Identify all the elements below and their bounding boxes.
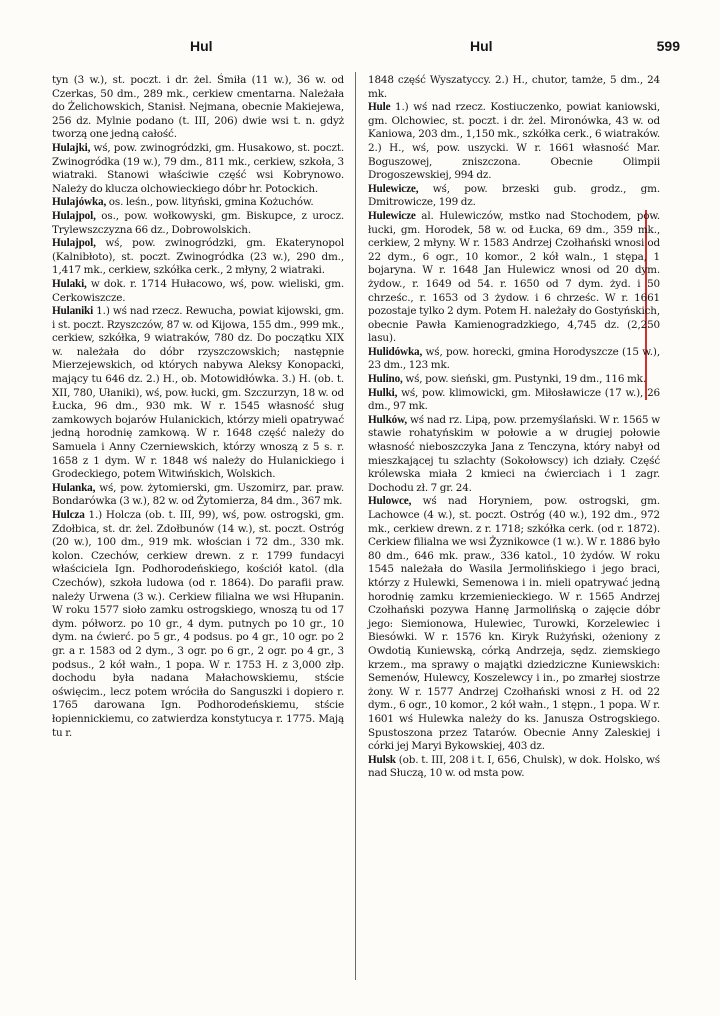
entry-headword: Hulewicze, — [368, 182, 419, 195]
entry — [368, 373, 660, 387]
entry-headword: Hulaniki — [52, 305, 94, 318]
header-left-keyword: Hul — [190, 38, 213, 54]
entry-text: wś nad rz. Lipą, pow. przemyślański. W r. 1565 w stawie rohatyńskim w połowie a w drugiej połowie własność nieboszczyka Jana z Tenczyna, który nabył od mieszkającej tu szlachty (Sokołowscy) ich działy. Część królewska miała 2 kmieci na ćwierciach i 1 zagr. Dochodu zł. 7 gr. 24. — [368, 413, 660, 494]
right-column — [368, 74, 660, 781]
entry-headword: Hulsk — [368, 753, 396, 766]
entry — [52, 196, 344, 210]
entry-text: 1.) wś nad rzecz. Kostiuczenko, powiat kaniowski, gm. Olchowiec, st. poczt. i dr. żel. Mironówka, 43 w. od Kaniowa, 203 dm., 1,150 mk., szkółka cerk., 6 wiatraków. 2.) H., wś, pow. uszycki. W r. 1661 własność Mar. Boguszowej, zniszczona. Obecnie Olimpii Drogoszewskiej, 994 dz. — [368, 101, 660, 182]
entry — [368, 754, 660, 781]
column-divider — [355, 72, 356, 980]
entry — [52, 210, 344, 237]
entry — [52, 482, 344, 509]
entry-text: al. Hulewiczów, mstko nad Stochodem, pow. łucki, gm. Horodek, 58 w. od Łucka, 69 dm., 359 mk., cerkiew, 2 młyny. W r. 1583 Andrzej Czołhański wnosi od 22 dym., 6 ogr., 10 komor., 2 kół waln., 1 stępa, 1 bojaryna. W r. 1648 Jan Hulewicz wnosi od 20 dym. żydow., r. 1649 od 54. r. 1650 od 7 dym. żyd. i 50 chrześc., r. 1653 od 3 żydow. i 6 chrześc. W r. 1661 pozostaje tylko 2 dym. Potem H. należały do Gostyńskich, obecnie Pawła Kamienogradzkiego, 4,745 dz. (2,250 lasu). — [368, 209, 660, 345]
entry-text: wś, pow. brzeski gub. grodz., gm. Dmitrowicze, 199 dz. — [368, 182, 660, 209]
entry — [368, 414, 660, 496]
entry — [368, 495, 660, 753]
entry-text: wś, pow. zwinogródzki, gm. Ekaterynopol (Kalnibłoto), st. poczt. Zwinogródka (23 w.), 290 dm., 1,417 mk., cerkiew, szkółka cerk., 2 młyny, 2 wiatraki. — [52, 237, 344, 277]
entry-headword: Hulajówka, — [52, 196, 107, 209]
entry-headword: Hulki, — [368, 386, 398, 399]
header-center-keyword: Hul — [470, 38, 493, 54]
entry — [368, 183, 660, 210]
entry — [52, 142, 344, 196]
entry-headword: Hule — [368, 101, 391, 114]
entry — [52, 237, 344, 278]
entry-text: wś, pow. klimowicki, gm. Miłosławicze (17 w.), 26 dm., 97 mk. — [368, 386, 660, 413]
entry-headword: Hulcza — [52, 509, 85, 521]
entry — [368, 101, 660, 183]
entry-headword: Hulidówka, — [368, 345, 423, 358]
entry — [52, 278, 344, 305]
entry-text: tyn (3 w.), st. poczt. i dr. żel. Śmiła (11 w.), 36 w. od Czerkas, 50 dm., 289 mk., cerkiew cmentarna. Należała do Żelichowskich, Stanisł. Nejmana, obecnie Makiejewa, 256 dz. Mylnie podano (t. III, 206) dwie wsi t. n. gdyż tworzą one jedną całość. — [52, 74, 344, 141]
entry-text: wś, pow. żytomierski, gm. Uszomirz, par. praw. Bondarówka (3 w.), 82 w. od Żytomierza, 84 dm., 367 mk. — [52, 481, 344, 508]
entry-headword: Hulajpol, — [52, 237, 96, 250]
entry-text: w dok. r. 1714 Hułacowo, wś, pow. wieliski, gm. Cerkowiszcze. — [52, 277, 344, 304]
entry — [368, 346, 660, 373]
entry — [368, 210, 660, 346]
entry-text: wś, pow. horecki, gmina Horodyszcze (15 w.), 23 dm., 123 mk. — [368, 345, 660, 372]
page-header — [40, 38, 680, 60]
entry-text: 1.) wś nad rzecz. Rewucha, powiat kijowski, gm. i st. poczt. Rzyszczów, 87 w. od Kijowa, 155 dm., 999 mk., cerkiew, szkółka, 9 wiatraków, 780 dz. Do początku XIX w. należała do dóbr rzyszczowskich; następnie Mierzejewskich, od których nabywa Aleksy Konopacki, mający tu 646 dz. 2.) H., ob. Motowidłówka. 3.) H. (ob. t. XII, 780, Ułaniki), wś, pow. łucki, gm. Szczurzyn, 18 w. od Łucka, 96 dm., 930 mk. W r. 1545 własność sług zamkowych bojarów Hulanickich, którzy mieli opatrywać jedną horodnię zamkową. W r. 1648 część należy do Samuela i Anny Czerniewskich, którzy wnoszą z 5 s. r. 1658 z 1 dym. W r. 1848 wś należy do Hulanickiego i Grodeckiego, potem Witwińskich, Wolskich. — [52, 305, 344, 481]
entry — [52, 305, 344, 482]
entry-text: wś nad Horyniem, pow. ostrogski, gm. Lachowce (4 w.), st. poczt. Ostróg (40 w.), 192 dm., 972 mk., cerkiew drewn. z r. 1718; szkółka cerk. (od r. 1872). Cerkiew filialna we wsi Żyznikowce (1 w.). W r. 1886 było 80 dm., 646 mk. praw., 336 katol., 10 żydów. W roku 1545 należała do Wasila Jermolińskiego i jego braci, którzy z Hulewki, Semenowa i in. mieli opatrywać jedną horodnię zamku krzemienieckiego. W r. 1565 Andrzej Czołhański pozywa Hannę Jarmolińską o zajęcie dóbr jego: Siemionowa, Hulewiec, Turowki, Korzelewiec i Biesówki. W r. 1576 kn. Kiryk Rużyński, ożeniony z Owdotią Kuniewską, córką Andrzeja, sędz. ziemskiego krzem., ma sprawy o majątki dziedziczne Kuniewskich: Semenów, Hulewcy, Koszelewcy i in., po zmarłej siostrze żony. W r. 1577 Andrzej Czołhański wnosi z H. od 22 dym., 6 ogr., 10 komor., 2 kół wałn., 1 stępn., 1 popa. W r. 1601 wś Hulewka należy do ks. Janusza Ostrogskiego. Spustoszona przez Tatarów. Obecnie Anny Zaleskiej i córki jej Maryi Bykowskiej, 403 dz. — [368, 495, 660, 753]
entry-headword: Hulków, — [368, 413, 408, 426]
entry — [52, 509, 344, 740]
entry — [52, 74, 344, 142]
entry-headword: Hulaki, — [52, 277, 87, 290]
entry-text: os., pow. wołkowyski, gm. Biskupce, z urocz. Trylewszczyzna 66 dz., Dobrowolskich. — [52, 209, 344, 236]
entry — [368, 387, 660, 414]
entry-headword: Hulewicze — [368, 209, 416, 222]
entry-text: 1.) Holcza (ob. t. III, 99), wś, pow. ostrogski, gm. Zdołbica, st. dr. żel. Zdołbunów (14 w.), st. poczt. Ostróg (20 w.), 100 dm., 919 mk. włościan i 72 dm., 330 mk. kolon. Czechów, cerkiew drewn. z r. 1799 fundacyi właściciela Ign. Podhorodeńskiego, kościół katol. (dla Czechów), szkoła ludowa (od r. 1864). Do parafii praw. należy Urwena (3 w.). Cerkiew filialna we wsi Hłupanin. W roku 1577 sioło zamku ostrogskiego, wnoszą tu od 17 dym. półworz. po 10 gr., 4 dym. putnych po 10 gr., 10 dym. na ćwierć. po 5 gr., 4 podsus. po 4 gr., 10 ogr. po 2 gr. a r. 1583 od 2 dym., 3 ogr. po 6 gr., 2 ogr. po 4 gr., 3 podsus., 2 kół wałn., 1 popa. W r. 1753 H. z 3,000 złp. dochodu była nadana Małachowskiemu, stście oświęcim., lecz potem wróciła do Sanguszki i dopiero r. 1765 darowana Ign. Podhorodeńskiemu, stście łopiennickiemu, co zatwierdza konstytucya r. 1775. Mają tu r. — [52, 509, 344, 739]
entry-text: 1848 część Wyszatyccy. 2.) H., chutor, tamże, 5 dm., 24 mk. — [368, 74, 660, 100]
page-number: 599 — [656, 38, 680, 54]
entry-text: (ob. t. III, 208 i t. I, 656, Chulsk), w dok. Holsko, wś nad Słuczą, 10 w. od msta pow. — [368, 753, 660, 780]
entry-headword: Hulino, — [368, 373, 403, 386]
left-column — [52, 74, 344, 740]
entry-text: wś, pow. sieński, gm. Pustynki, 19 dm., 116 mk. — [402, 373, 646, 386]
entry-headword: Hulajki, — [52, 141, 91, 154]
entry-headword: Hulowce, — [368, 495, 412, 508]
entry — [368, 74, 660, 101]
entry-headword: Hulanka, — [52, 481, 96, 494]
entry-text: wś, pow. zwinogródzki, gm. Husakowo, st. poczt. Zwinogródka (19 w.), 79 dm., 811 mk., cerkiew, szkoła, 3 wiatraki. Stanowi właściwie część wsi Kobrynowo. Należy do klucza olchowieckiego dóbr hr. Potockich. — [52, 141, 344, 195]
entry-headword: Hulajpol, — [52, 209, 96, 222]
entry-text: os. leśn., pow. lityński, gmina Kożuchów. — [106, 196, 314, 209]
